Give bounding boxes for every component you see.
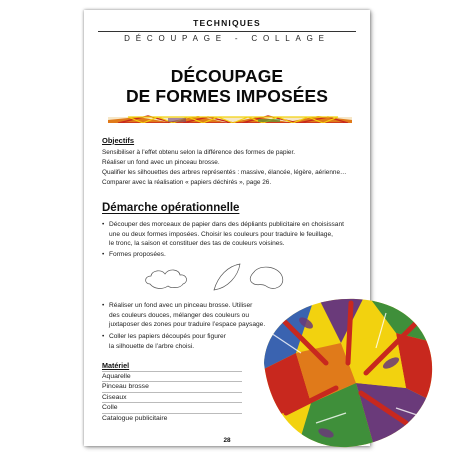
page-number: 28 bbox=[223, 437, 231, 444]
bullet-line: Coller les papiers découpés pour figurer bbox=[109, 333, 226, 340]
decorative-paper-strip bbox=[108, 114, 352, 126]
objectifs-heading: Objectifs bbox=[102, 136, 135, 145]
proposed-shapes-illustration bbox=[142, 262, 292, 296]
section-label: TECHNIQUES bbox=[193, 18, 261, 28]
bullet-line: Réaliser un fond avec un pinceau brosse. Utiliser bbox=[109, 302, 253, 309]
materiel-item: Pinceau brosse bbox=[102, 381, 242, 391]
page-title bbox=[84, 66, 370, 106]
demarche-bullet bbox=[102, 220, 364, 249]
materiel-heading: Matériel bbox=[102, 361, 130, 370]
objectif-item: Réaliser un fond avec un pinceau brosse. bbox=[102, 159, 220, 167]
objectif-item: Comparer avec la réalisation « papiers déchirés », page 26. bbox=[102, 179, 272, 187]
bullet-dot: • bbox=[102, 333, 105, 340]
title-line-1: DÉCOUPAGE bbox=[170, 66, 284, 86]
bullet-dot: • bbox=[102, 302, 105, 309]
materiel-item: Aquarelle bbox=[102, 371, 242, 381]
materiel-item: Ciseaux bbox=[102, 392, 242, 402]
demarche-heading: Démarche opérationnelle bbox=[102, 202, 240, 214]
title-line-2: DE FORMES IMPOSÉES bbox=[125, 86, 329, 106]
objectif-item: Sensibiliser à l’effet obtenu selon la différence des formes de papier. bbox=[102, 149, 296, 156]
bullet-line: la silhouette de l’arbre choisi. bbox=[109, 342, 195, 350]
bullet-line: Formes proposées. bbox=[109, 251, 166, 258]
objectifs-list bbox=[102, 148, 364, 188]
bullet-line: Découper des morceaux de papier dans des dépliants publicitaire en choisissant bbox=[109, 221, 344, 228]
demarche-bullet bbox=[102, 332, 272, 351]
bullet-line: le tronc, la saison et constituer des tas de couleurs voisines. bbox=[109, 240, 285, 248]
materiel-list bbox=[102, 371, 242, 423]
materiel-item: Catalogue publicitaire bbox=[102, 413, 242, 423]
bullet-line: des couleurs douces, mélanger des couleurs ou bbox=[109, 311, 250, 319]
header-rule bbox=[98, 31, 356, 32]
bullet-line: juxtaposer des zones pour traduire l’espace paysage. bbox=[109, 321, 266, 329]
materiel-item: Colle bbox=[102, 402, 242, 412]
leaf-shape-outline bbox=[214, 264, 240, 290]
bean-shape-outline bbox=[250, 267, 283, 288]
demarche-bullet bbox=[102, 301, 272, 330]
bullet-line: une ou deux formes imposées. Choisir les couleurs pour traduire le feuillage, bbox=[109, 230, 333, 238]
demarche-bullet bbox=[102, 250, 364, 260]
bullet-dot: • bbox=[102, 221, 105, 228]
chapter-subheading: DÉCOUPAGE - COLLAGE bbox=[124, 34, 330, 43]
cloud-shape-outline bbox=[146, 270, 187, 288]
objectif-item: Qualifier les silhouettes des arbres représentés : massive, élancée, légère, aérienne… bbox=[102, 169, 347, 177]
bullet-dot: • bbox=[102, 251, 105, 258]
tree-collage-illustration bbox=[256, 293, 436, 452]
